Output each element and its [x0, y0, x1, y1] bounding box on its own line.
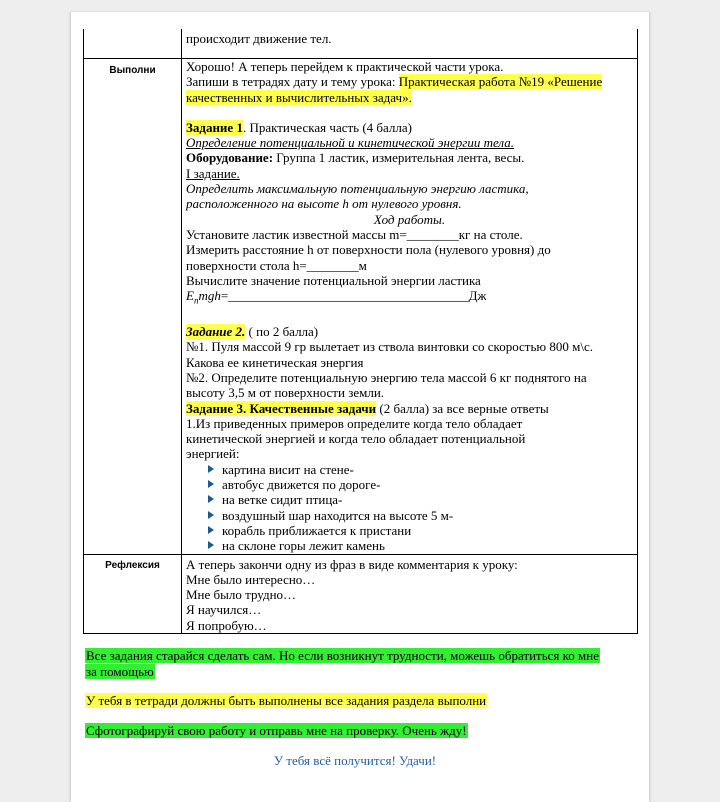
lesson-topic-highlight: качественных и вычислительных задач».	[186, 89, 412, 105]
list-item-text: корабль приближается к пристани	[222, 522, 412, 538]
task2-heading	[186, 324, 633, 339]
note-help-text: Все задания старайся сделать сам. Но если возникнут трудности, можешь обратиться ко мне	[86, 648, 599, 663]
subtask-goal: Определить максимальную потенциальную энергию ластика,	[186, 181, 529, 197]
row-label	[84, 29, 182, 59]
task3-points: (2 балла) за все верные ответы	[376, 400, 549, 416]
note-closing: У тебя всё получится! Удачи!	[273, 753, 437, 768]
list-item	[208, 462, 633, 477]
procedure-step: Установите ластик известной массы m=________кг на столе.	[186, 226, 523, 242]
note-requirement	[85, 693, 625, 709]
task1-definition: Определение потенциальной и кинетической энергии тела.	[186, 135, 514, 151]
reflection-line: Мне было трудно…	[186, 587, 297, 603]
bullet-arrow-icon	[208, 511, 214, 519]
bullet-arrow-icon	[208, 495, 214, 503]
subtask-goal: расположенного на высоте h от нулевого уровня.	[186, 196, 462, 212]
bullet-arrow-icon	[208, 526, 214, 534]
reflection-line: А теперь закончи одну из фраз в виде комментария к уроку:	[186, 556, 518, 572]
formula-subscript: п	[193, 295, 199, 306]
task3-text: энергией:	[186, 446, 240, 462]
equipment-line	[186, 150, 633, 165]
task1-heading	[186, 120, 633, 135]
row-content	[182, 29, 638, 59]
intro-text: Запиши в тетрадях дату и тему урока:	[186, 74, 399, 90]
list-item-text: воздушный шар находится на высоте 5 м-	[222, 507, 454, 523]
list-item	[208, 492, 633, 507]
intro-line: Хорошо! А теперь перейдем к практической части урока.	[186, 59, 504, 74]
procedure-title: Ход работы.	[373, 211, 446, 227]
list-item-text: на склоне горы лежит камень	[222, 538, 385, 554]
note-requirement-text: У тебя в тетради должны быть выполнены все задания раздела выполни	[86, 693, 487, 708]
subtask-title: I задание.	[186, 165, 240, 181]
row-content-vypolni	[182, 59, 638, 555]
task2-points: ( по 2 балла)	[245, 324, 319, 340]
list-item	[208, 508, 633, 523]
task2-question: Какова ее кинетическая энергия	[186, 354, 364, 370]
row-label-vypolni: Выполни	[84, 59, 182, 555]
closing-notes	[85, 646, 625, 769]
text-line: происходит движение тел.	[186, 31, 332, 46]
formula-line	[186, 288, 633, 309]
list-item	[208, 477, 633, 492]
reflection-line: Я научился…	[186, 602, 262, 618]
list-item-text: автобус движется по дороге-	[222, 477, 381, 493]
intro-line	[186, 90, 633, 105]
spacer	[186, 105, 633, 120]
equipment-label: Оборудование:	[186, 150, 274, 166]
task3-text: 1.Из приведенных примеров определите когда тело обладает	[186, 415, 523, 431]
task2-question: высоту 3,5 м от поверхности земли.	[186, 385, 385, 401]
task3-heading	[186, 401, 633, 416]
note-photo	[85, 723, 625, 739]
row-label-reflection: Рефлексия	[84, 554, 182, 633]
note-help-text: за помощью	[86, 664, 154, 679]
task2-question: №1. Пуля массой 9 гр вылетает из ствола винтовки со скоростью 800 м\с.	[186, 339, 593, 355]
table-row	[84, 554, 638, 633]
table-row	[84, 59, 638, 555]
list-item-text: картина висит на стене-	[222, 461, 354, 477]
lesson-topic-highlight: Практическая работа №19 «Решение	[398, 74, 603, 90]
equipment-text: Группа 1 ластик, измерительная лента, весы.	[273, 150, 525, 166]
list-item	[208, 523, 633, 538]
task1-points: . Практическая часть (4 балла)	[242, 119, 413, 135]
task3-title: Задание 3. Качественные задачи	[186, 400, 377, 416]
procedure-step: поверхности стола h=________м	[186, 257, 367, 273]
row-content-reflection	[182, 554, 638, 633]
bullet-arrow-icon	[208, 465, 214, 473]
formula-symbol: E	[186, 288, 194, 304]
procedure-step: Вычислите значение потенциальной энергии ластика	[186, 272, 481, 288]
examples-list	[186, 462, 633, 554]
task2-title: Задание 2.	[186, 324, 246, 340]
note-help	[85, 648, 625, 680]
lesson-table	[83, 29, 638, 634]
table-row	[84, 29, 638, 59]
task1-title: Задание 1	[186, 119, 243, 135]
intro-line	[186, 74, 633, 89]
note-photo-text: Сфотографируй свою работу и отправь мне на проверку. Очень жду!	[86, 723, 467, 738]
formula-blank: =_____________________________________Дж	[220, 288, 487, 304]
spacer	[186, 309, 633, 324]
document-page	[70, 12, 650, 802]
list-item	[208, 538, 633, 553]
bullet-arrow-icon	[208, 541, 214, 549]
procedure-step: Измерить расстояние h от поверхности пола (нулевого уровня) до	[186, 242, 551, 258]
bullet-arrow-icon	[208, 480, 214, 488]
reflection-line: Мне было интересно…	[186, 571, 316, 587]
task3-text: кинетической энергией и когда тело обладает потенциальной	[186, 431, 526, 447]
formula-expression: mgh	[198, 288, 221, 304]
list-item-text: на ветке сидит птица-	[222, 492, 343, 508]
reflection-line: Я попробую…	[186, 617, 267, 633]
task2-question: №2. Определите потенциальную энергию тела массой 6 кг поднятого на	[186, 369, 587, 385]
